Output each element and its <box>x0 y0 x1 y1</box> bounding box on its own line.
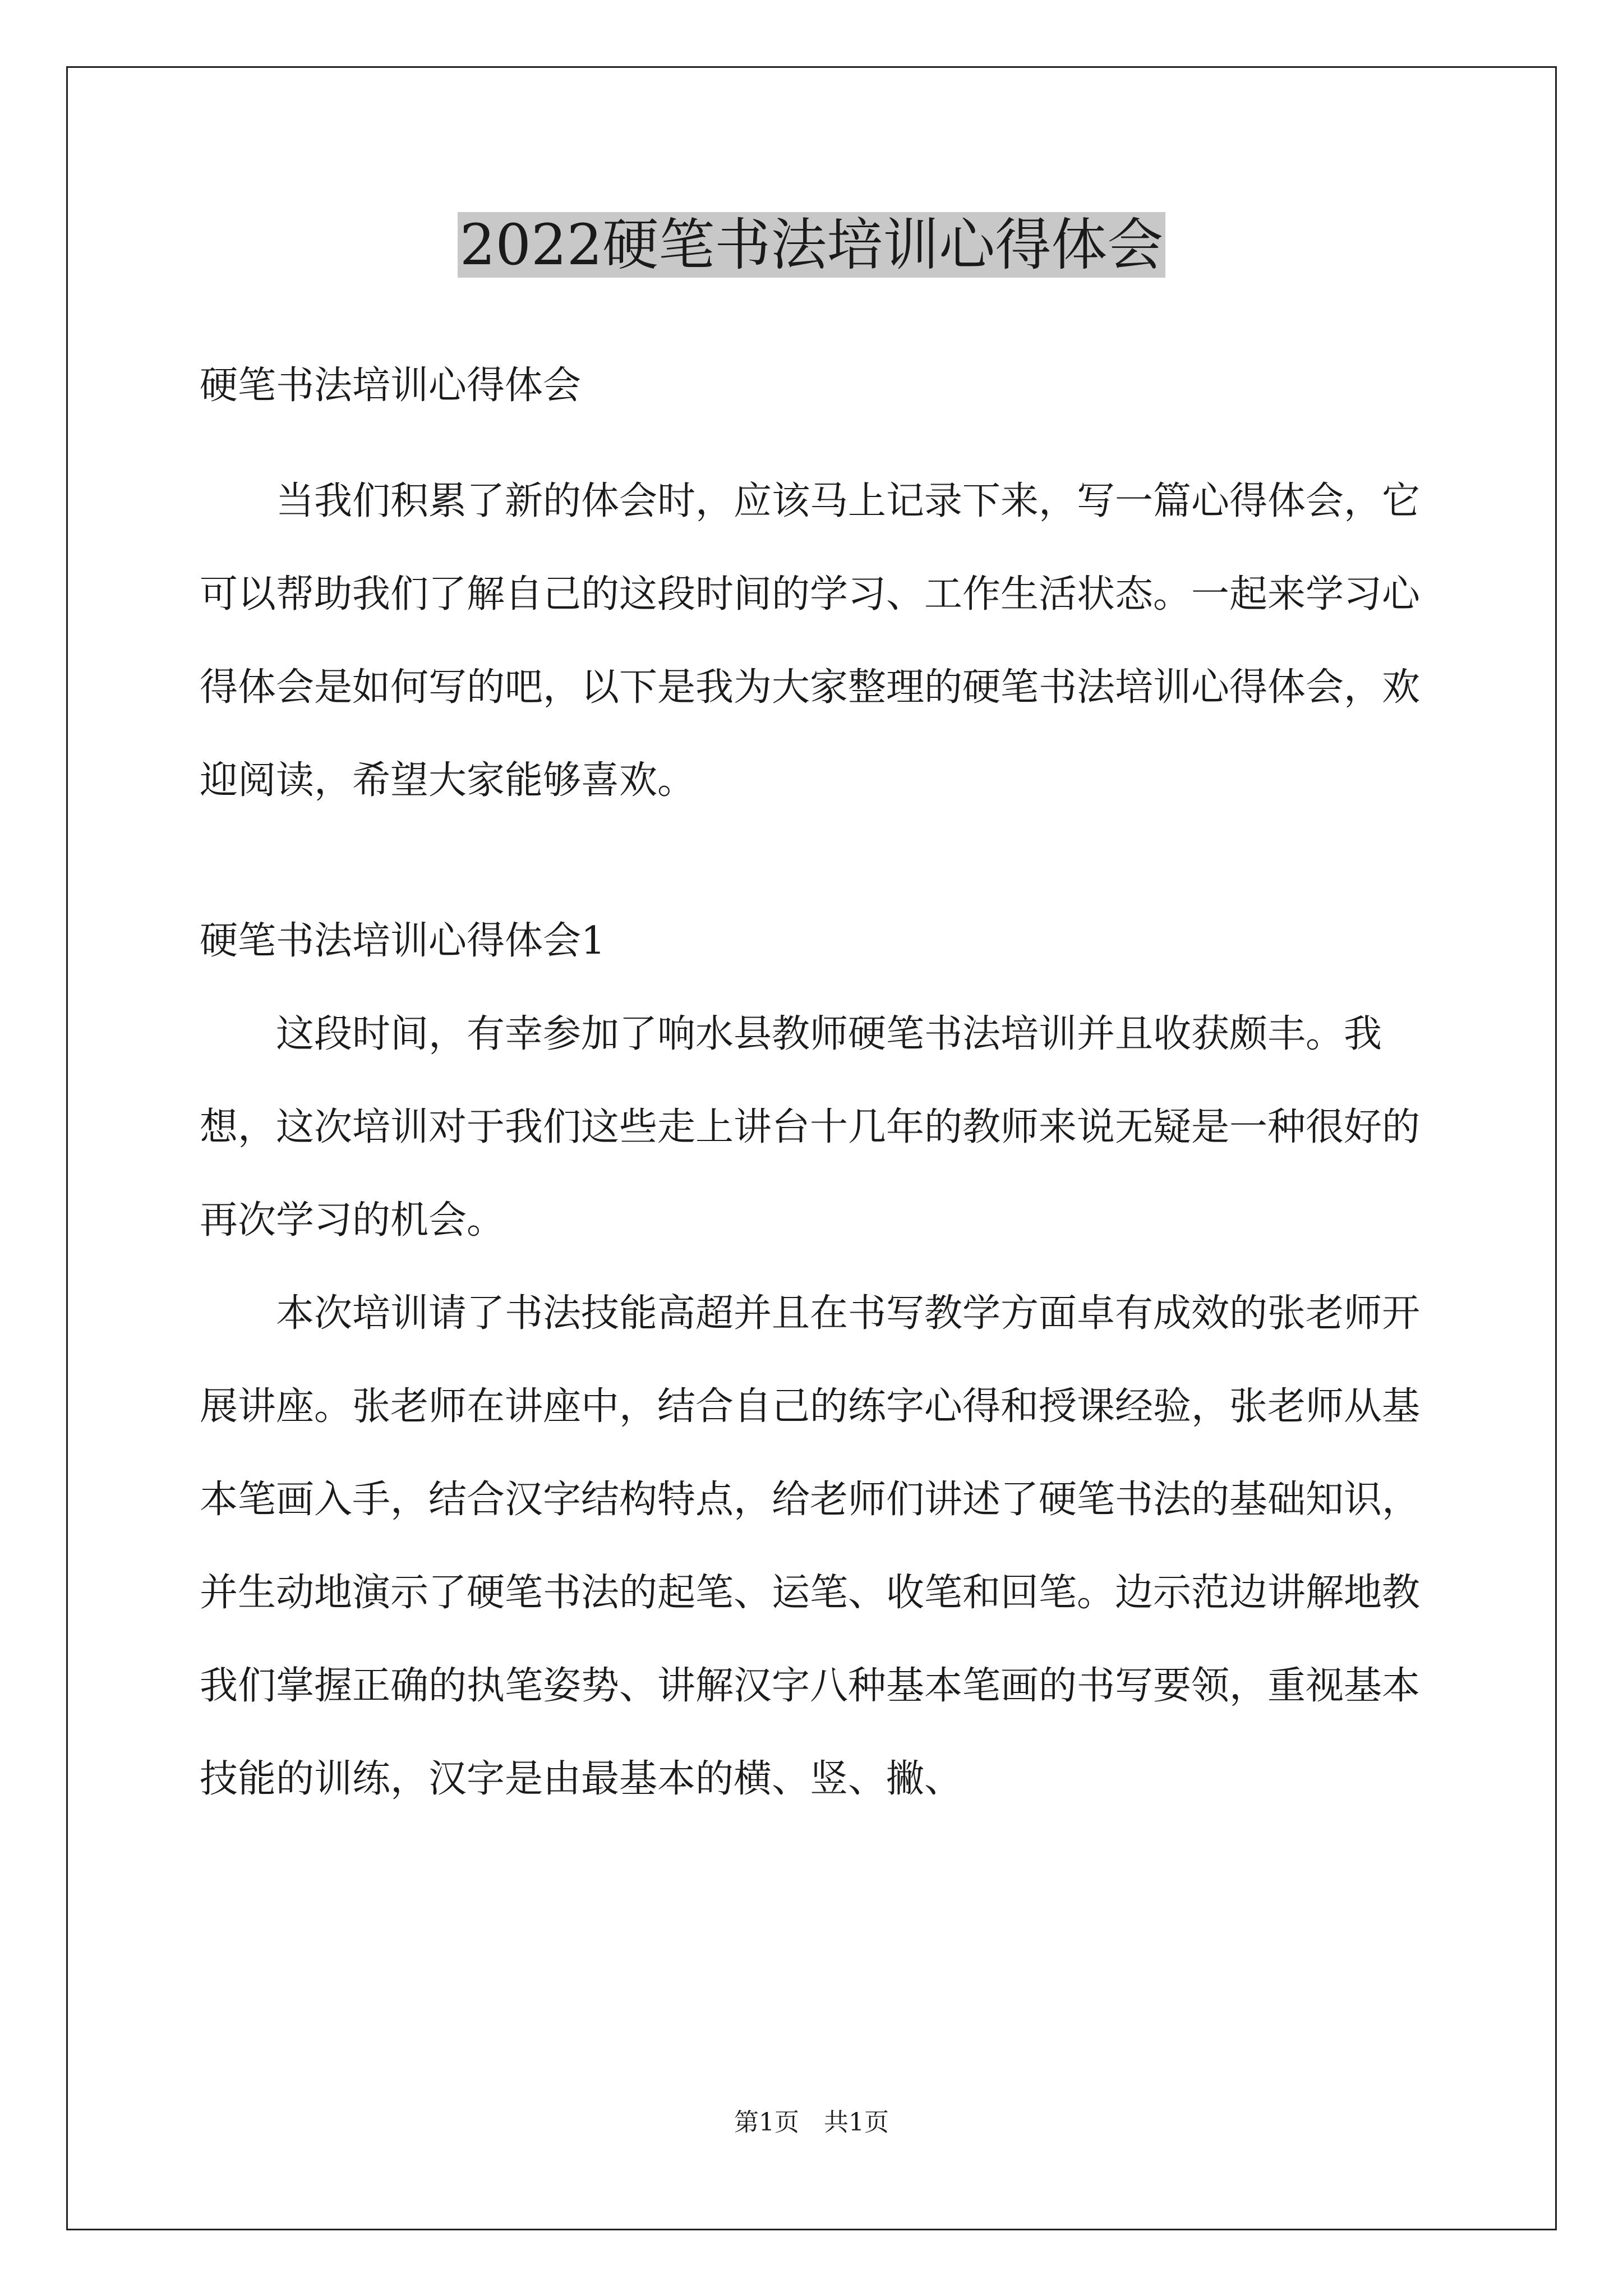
body-paragraph: 这段时间，有幸参加了响水县教师硬笔书法培训并且收获颇丰。我想，这次培训对于我们这些走上讲台十几年的教师来说无疑是一种很好的再次学习的机会。 <box>200 1012 1421 1243</box>
document-subtitle: 硬笔书法培训心得体会 <box>200 364 582 408</box>
body-paragraph: 本次培训请了书法技能高超并且在书写教学方面卓有成效的张老师开展讲座。张老师在讲座中，结合自己的练字心得和授课经验，张老师从基本笔画入手，结合汉字结构特点，给老师们讲述了硬笔书法的基础知识，并生动地演示了硬笔书法的起笔、运笔、收笔和回笔。边示范边讲解地教我们掌握正确的执笔姿势、讲解汉字八种基本笔画的书写要领，重视基本技能的训练，汉字是由最基本的横、竖、撇、 <box>200 1291 1421 1801</box>
document-title <box>0 209 1623 282</box>
page-footer: 第1页 共1页 <box>734 2108 889 2137</box>
section-heading: 硬笔书法培训心得体会1 <box>200 919 606 963</box>
intro-paragraph: 当我们积累了新的体会时，应该马上记录下来，写一篇心得体会，它可以帮助我们了解自己的这段时间的学习、工作生活状态。一起来学习心得体会是如何写的吧，以下是我为大家整理的硬笔书法培训心得体会，欢迎阅读，希望大家能够喜欢。 <box>200 479 1421 803</box>
document-body <box>200 339 1439 1826</box>
document-title-text: 2022硬笔书法培训心得体会 <box>458 212 1166 278</box>
